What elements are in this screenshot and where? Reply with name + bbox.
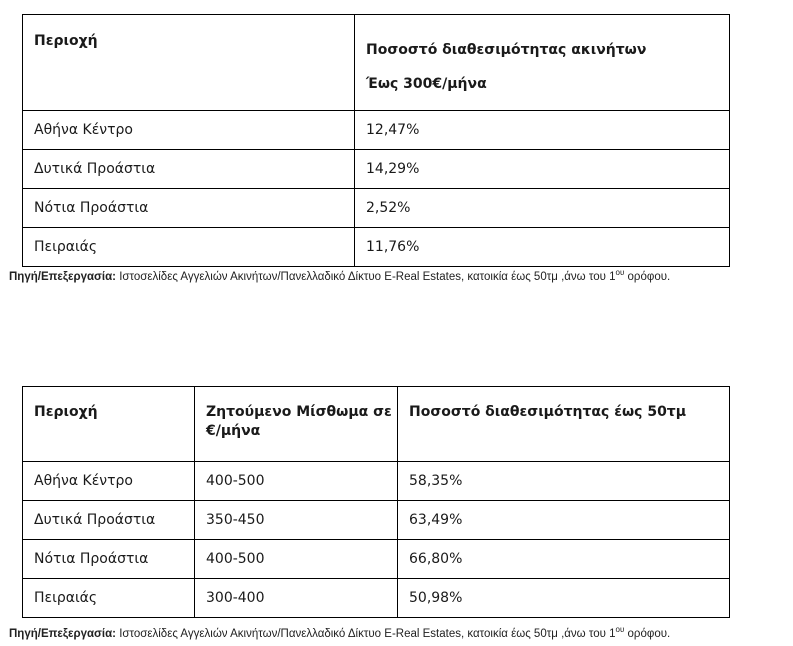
source-superscript: ου xyxy=(615,268,625,277)
cell-availability: 14,29% xyxy=(355,150,730,189)
cell-rent: 300-400 xyxy=(195,579,398,618)
table-row xyxy=(23,501,730,540)
source-suffix: ορόφου. xyxy=(624,628,671,640)
table-row xyxy=(23,111,730,150)
table-row xyxy=(23,579,730,618)
table-header-row xyxy=(23,387,730,462)
source-superscript: ου xyxy=(615,625,625,634)
table-row xyxy=(23,150,730,189)
source-text: Ιστοσελίδες Αγγελιών Ακινήτων/Πανελλαδικό Δίκτυο E-Real Estates, κατοικία έως 50τμ ,άνω του 1 xyxy=(116,271,616,283)
cell-region: Νότια Προάστια xyxy=(23,540,195,579)
cell-availability: 50,98% xyxy=(398,579,730,618)
table-row xyxy=(23,189,730,228)
header-availability: Ποσοστό διαθεσιμότητας έως 50τμ xyxy=(398,387,730,462)
header-availability-line2: Έως 300€/μήνα xyxy=(366,76,487,92)
cell-region: Νότια Προάστια xyxy=(23,189,355,228)
cell-availability: 11,76% xyxy=(355,228,730,267)
source-note xyxy=(9,268,670,283)
cell-availability: 12,47% xyxy=(355,111,730,150)
source-label: Πηγή/Επεξεργασία: xyxy=(9,628,116,640)
cell-region: Πειραιάς xyxy=(23,228,355,267)
availability-table xyxy=(22,14,730,267)
source-label: Πηγή/Επεξεργασία: xyxy=(9,271,116,283)
cell-rent: 400-500 xyxy=(195,540,398,579)
cell-region: Δυτικά Προάστια xyxy=(23,150,355,189)
cell-region: Αθήνα Κέντρο xyxy=(23,462,195,501)
cell-availability: 66,80% xyxy=(398,540,730,579)
rent-table xyxy=(22,386,730,618)
cell-rent: 350-450 xyxy=(195,501,398,540)
table-row xyxy=(23,540,730,579)
table-row xyxy=(23,228,730,267)
source-suffix: ορόφου. xyxy=(624,271,671,283)
cell-region: Πειραιάς xyxy=(23,579,195,618)
header-rent: Ζητούμενο Μίσθωμα σε €/μήνα xyxy=(195,387,398,462)
source-text: Ιστοσελίδες Αγγελιών Ακινήτων/Πανελλαδικό Δίκτυο E-Real Estates, κατοικία έως 50τμ ,άνω του 1 xyxy=(116,628,616,640)
cell-rent: 400-500 xyxy=(195,462,398,501)
header-availability xyxy=(355,15,730,111)
cell-availability: 2,52% xyxy=(355,189,730,228)
table-header-row xyxy=(23,15,730,111)
cell-region: Αθήνα Κέντρο xyxy=(23,111,355,150)
header-availability-line1: Ποσοστό διαθεσιμότητας ακινήτων xyxy=(366,42,647,58)
table-row xyxy=(23,462,730,501)
source-note xyxy=(9,625,670,640)
header-region: Περιοχή xyxy=(23,15,355,111)
cell-availability: 58,35% xyxy=(398,462,730,501)
cell-availability: 63,49% xyxy=(398,501,730,540)
cell-region: Δυτικά Προάστια xyxy=(23,501,195,540)
header-region: Περιοχή xyxy=(23,387,195,462)
